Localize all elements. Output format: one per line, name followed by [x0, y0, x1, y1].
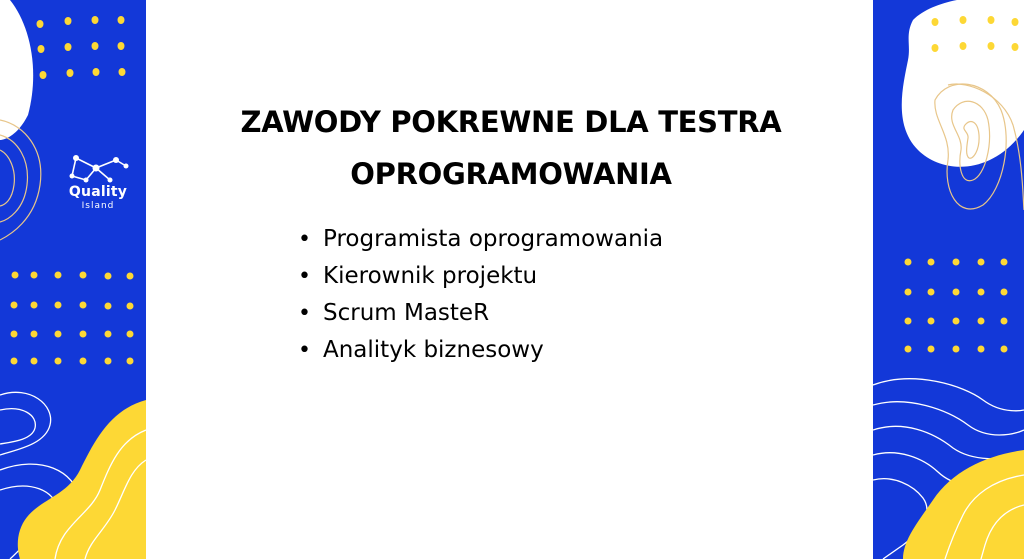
- brand-logo: [60, 150, 136, 216]
- list-item: [298, 259, 663, 296]
- list-item: [298, 222, 663, 259]
- contour-lines: [0, 120, 41, 240]
- bullet-icon: •: [298, 264, 311, 289]
- list-item-text: Analityk biznesowy: [323, 337, 544, 363]
- yellow-dot-grid-middle: [905, 259, 1008, 353]
- yellow-dot-grid-middle: [11, 272, 134, 365]
- slide-title: [150, 96, 872, 200]
- list-item: [298, 333, 663, 370]
- brand-subname: Island: [81, 201, 115, 211]
- yellow-blob: [903, 450, 1024, 559]
- brand-name: Quality: [68, 184, 128, 200]
- left-decor-panel: [0, 0, 146, 559]
- list-item-text: Programista oprogramowania: [323, 226, 664, 252]
- bullet-icon: •: [298, 338, 311, 363]
- slide-title-line-1: ZAWODY POKREWNE DLA TESTRA: [240, 105, 782, 139]
- related-professions-list: [298, 222, 663, 370]
- network-icon: [66, 150, 130, 186]
- right-decor-panel: [873, 0, 1024, 559]
- list-item-text: Scrum MasteR: [323, 300, 490, 326]
- right-decor-art: [873, 0, 1024, 559]
- bullet-icon: •: [298, 227, 311, 252]
- bullet-icon: •: [298, 301, 311, 326]
- left-decor-art: [0, 0, 146, 559]
- yellow-dot-grid-top: [37, 16, 126, 79]
- slide-title-line-2: OPROGRAMOWANIA: [350, 157, 672, 191]
- list-item-text: Kierownik projektu: [323, 263, 538, 289]
- list-item: [298, 296, 663, 333]
- yellow-blob: [18, 400, 146, 559]
- white-blob: [0, 0, 33, 140]
